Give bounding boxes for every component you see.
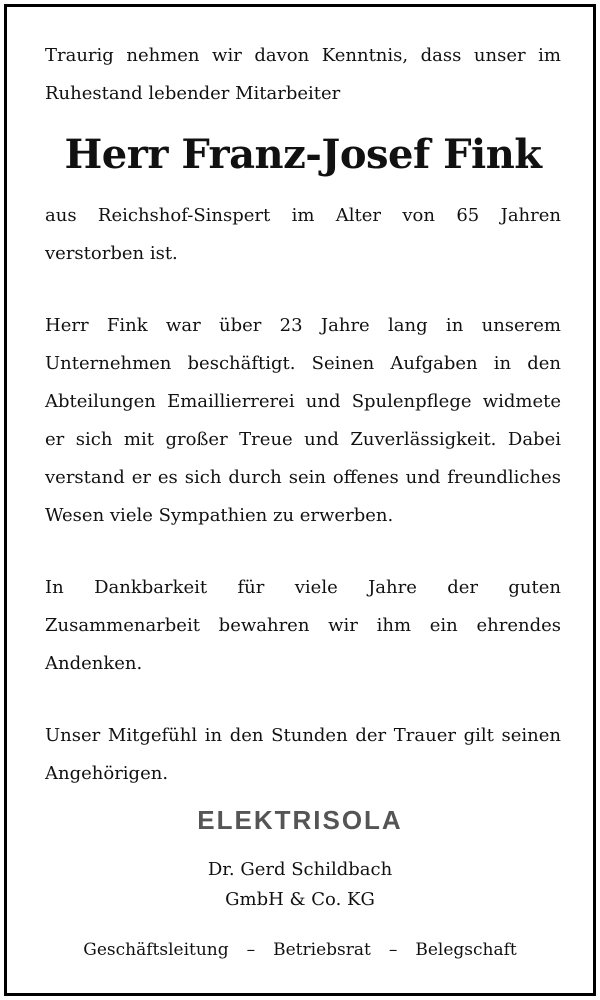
notice-frame	[4, 4, 596, 996]
signatory-staff: Belegschaft	[415, 940, 517, 960]
company-line-2: GmbH & Co. KG	[225, 889, 375, 910]
separator: –	[388, 940, 398, 960]
paragraph-age: aus Reichshof-Sinspert im Alter von 65 Jahren verstorben ist.	[45, 205, 561, 264]
paragraph-gratitude: In Dankbarkeit für viele Jahre der guten Zusammenarbeit bewahren wir ihm ein ehrendes Andenken.	[45, 577, 561, 674]
signatory-management: Geschäftsleitung	[83, 940, 229, 960]
company-logo: ELEKTRISOLA	[197, 805, 403, 835]
intro-text: Traurig nehmen wir davon Kenntnis, dass unser im Ruhestand lebender Mitarbeiter	[45, 45, 561, 104]
paragraph-career: Herr Fink war über 23 Jahre lang in unserem Unternehmen beschäftigt. Seinen Aufgaben in den Abteilungen Emaillierrerei und Spulenpflege widmete er sich mit großer Treue und Zuverlässigkeit. Dabei verstand er es sich durch sein offenes und freundliches Wesen viele Sympathien zu erwerben.	[45, 315, 561, 526]
paragraph-condolence: Unser Mitgefühl in den Stunden der Trauer gilt seinen Angehörigen.	[45, 725, 561, 784]
deceased-name: Herr Franz-Josef Fink	[64, 131, 542, 178]
company-name	[0, 855, 600, 915]
notice-content	[45, 37, 561, 793]
separator: –	[246, 940, 256, 960]
signatories	[0, 940, 600, 960]
signatory-works-council: Betriebsrat	[273, 940, 371, 960]
company-line-1: Dr. Gerd Schildbach	[207, 859, 393, 880]
